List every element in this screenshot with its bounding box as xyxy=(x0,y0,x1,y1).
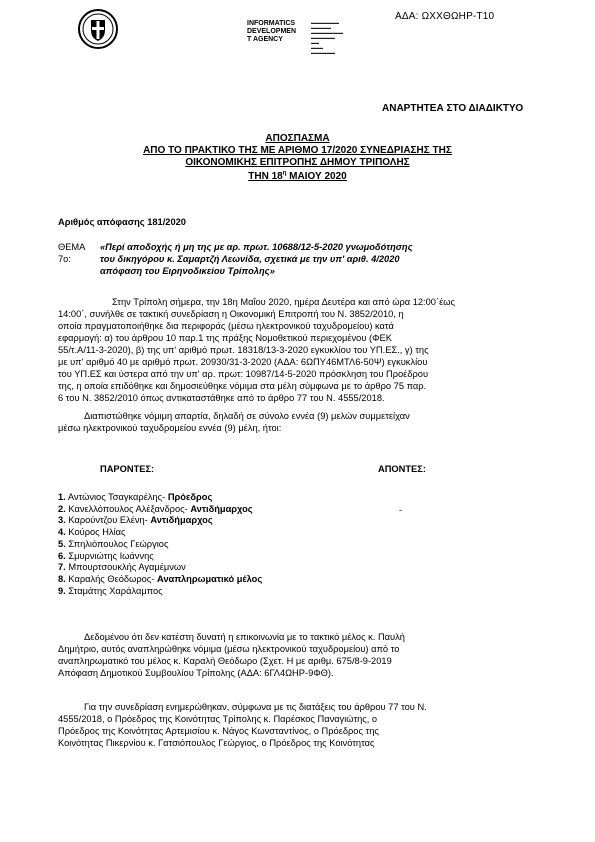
paragraph-substitution: Δεδομένου ότι δεν κατέστη δυνατή η επικοινωνία με το τακτικό μέλος κ. Παυλή Δημήτριο, αυτός αναπληρώθηκε νόμιμα (μέσω ηλεκτρονικού ταχυδρομείου) από το αναπληρωματικό του μέλος κ. Καραλή Θεόδωρο (Σχετ. Η με αριθμ. 675/8-9-2019 Απόφαση Δημοτικού Συμβουλίου Τρίπολης (ΑΔΑ: 6ΓΛ4ΩΗΡ-9ΦΘ). xyxy=(58,632,405,678)
list-item: 4. Κούρος Ηλίας xyxy=(58,527,126,538)
decision-number: Αριθμός απόφασης 181/2020 xyxy=(58,217,186,227)
list-item: 3. Καρούντζου Ελένη- Αντιδήμαρχος xyxy=(58,515,213,526)
absent-dash: - xyxy=(399,505,403,515)
list-item: 2. Κανελλόπουλος Αλέξανδρος- Αντιδήμαρχος xyxy=(58,503,253,514)
greek-emblem-icon xyxy=(77,8,119,50)
list-item: 7. Μπουρτσουκλής Αγαμέμνων xyxy=(58,562,186,573)
title-minutes: ΑΠΟ ΤΟ ΠΡΑΚΤΙΚΟ ΤΗΣ ΜΕ ΑΡΙΘΜΟ 17/2020 ΣΥΝΕΔΡΙΑΣΗΣ ΤΗΣ xyxy=(143,145,452,156)
theme-label: ΘΕΜΑ 7ο: xyxy=(58,242,85,264)
title-date: ΤΗΝ $18^\eta$ ΜΑΙΟΥ 2020 xyxy=(248,171,347,183)
paragraph-quorum: Διαπιστώθηκε νόμιμη απαρτία, δηλαδή σε σύνολο εννέα (9) μελών συμμετείχαν μέσω ηλεκτρονικού ταχυδρομείου εννέα (9) μέλη, ήτοι: xyxy=(58,411,410,433)
informatics-logo: INFORMATICS DEVELOPMEN T AGENCY xyxy=(247,20,297,43)
informatics-logo-small-text: ▬▬▬▬▬▬▬ ▬▬▬▬▬ ▬▬▬▬▬▬▬▬ ▬▬▬▬▬▬ ▬▬ ▬▬▬ ▬▬▬▬▬▬ xyxy=(311,20,343,55)
theme-text: «Περί αποδοχής ή μη της με αρ. πρωτ. 10688/12-5-2020 γνωμοδότησης του δικηγόρου κ. Σαμαρτζή Λεωνίδα, σχετικά με την υπ' αριθ. 4/2020 απόφαση του Ειρηνοδικείου Τρίπολης» xyxy=(100,242,413,276)
absent-label: ΑΠΟΝΤΕΣ: xyxy=(378,464,426,474)
list-item: 6. Σμυρνιώτης Ιωάννης xyxy=(58,550,154,561)
title-committee: ΟΙΚΟΝΟΜΙΚΗΣ ΕΠΙΤΡΟΠΗΣ ΔΗΜΟΥ ΤΡΙΠΟΛΗΣ xyxy=(185,157,410,168)
paragraph-session: Στην Τρίπολη σήμερα, την 18η Μαΐου 2020, ημέρα Δευτέρα και από ώρα 12:00΄έως 14:00΄, συνήλθε σε τακτική συνεδρίαση η Οικονομική Επιτροπή του Ν. 3852/2010, η οποία πραγματοποιήθηκε δια περιφοράς (μέσω ηλεκτρονικού ταχυδρομείου) κατά εφαρμογή: α) του άρθρου 10 παρ.1 της πράξης Νομοθετικού περιεχομένου (ΦΕΚ 55/τ.Α/11-3-2020), β) της υπ' αριθμό πρωτ. 18318/13-3-2020 εγκυκλίου του ΥΠ.ΕΣ., γ) της με υπ' αριθμό 40 με αριθμό πρωτ. 20930/31-3-2020 (ΑΔΑ: 6ΩΠΥ46ΜΤΛ6-50Ψ) εγκυκλίου του ΥΠ.ΕΣ και ύστερα από την υπ' αρ. πρωτ: 10987/14-5-2020 πρόσκληση του Προέδρου της, η οποία επιδόθηκε και δημοσιεύθηκε νόμιμα στα μέλη σύμφωνα με το άρθρο 75 παρ. 6 του Ν. 3852/2010 όπως αντικαταστάθηκε από το άρθρο 77 του Ν. 4555/2018. xyxy=(58,297,455,403)
paragraph-notification: Για την συνεδρίαση ενημερώθηκαν, σύμφωνα με τις διατάξεις του άρθρου 77 του Ν. 4555/2018, ο Πρόεδρος της Κοινότητας Τρίπολης κ. Παρέσκος Παναγιώτης, ο Πρόεδρος της Κοινότητας Αρτεμισίου κ. Νάγος Κωνσταντίνος, ο Πρόεδρος της Κοινότητας Πικερνίου κ. Γατσιόπουλος Γεώργιος, ο Πρόεδρος της Κοινότητας xyxy=(58,702,427,748)
public-notice: ΑΝΑΡΤΗΤΕΑ ΣΤΟ ΔΙΑΔΙΚΤΥΟ xyxy=(382,103,524,114)
title-extract: ΑΠΟΣΠΑΣΜΑ xyxy=(265,133,330,144)
members-list xyxy=(58,492,262,597)
list-item: 9. Σταμάτης Χαράλαμπος xyxy=(58,585,163,596)
list-item: 8. Καραλής Θεόδωρος- Αναπληρωματικό μέλος xyxy=(58,573,263,584)
present-label: ΠΑΡΟΝΤΕΣ: xyxy=(100,464,155,474)
ada-code: ΑΔΑ: ΩΧΧΘΩΗΡ-Τ10 xyxy=(395,11,495,22)
list-item: 1. Αντώνιος Τσαγκαρέλης- Πρόεδρος xyxy=(58,492,213,502)
list-item: 5. Σπηλιόπουλος Γεώργιος xyxy=(58,538,169,549)
